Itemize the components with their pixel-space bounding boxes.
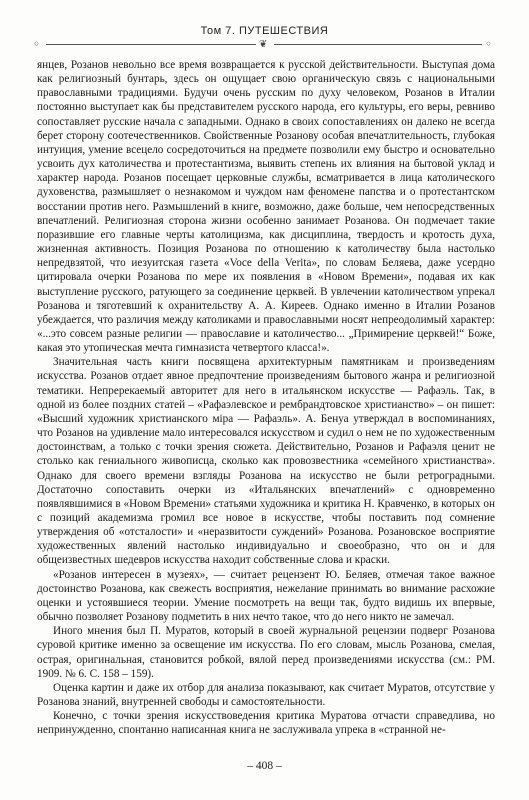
ornament-right-icon: ◦	[485, 37, 493, 51]
running-header	[0, 0, 529, 51]
header-rule-right	[274, 44, 482, 45]
paragraph-5: Оценка картин и даже их отбор для анализа показывают, как считает Муратов, отсутствие у Розанова знаний, внутренней свободы и самостоятельности.	[37, 681, 495, 709]
ornament-center-icon: ❦	[259, 39, 268, 50]
ornament-left-icon: ◦	[33, 37, 41, 51]
paragraph-1: янцев, Розанов невольно все время возвращается к русской действительности. Выступая дома как религиозный бунтарь, здесь он ощущает свою органическую связь с национальными православными традициями. Будучи очень русским по духу человеком, Розанов в Италии постоянно выступает как бы представителем русского народа, его культуры, его веры, ревниво сопоставляет русские начала с западными. Однако в своих сопоставлениях он далеко не всегда берет сторону соотечественников. Свойственные Розанову особая впечатлительность, глубокая интуиция, умение всецело сосредоточиться на предмете позволили ему быстро и основательно усвоить дух католичества и протестантизма, выявить степень их влияния на бытовой уклад и характер народа. Розанов посещает церковные службы, всматривается в лица католического духовенства, размышляет о незнакомом и чуждом нам феномене папства и о протестантском восстании против него. Размышлений в книге, возможно, даже больше, чем непосредственных впечатлений. Религиозная сторона жизни особенно занимает Розанова. Он подмечает такие поразившие его главные черты католицизма, как дисциплина, твердость и кротость духа, жизненная активность. Позиция Розанова по отношению к католичеству была настолько непредвзятой, что иезуитская газета «Voce della Verita», по словам Беляева, даже усердно цитировала очерки Розанова по мере их появления в «Новом Времени», подавая их как выступление русского, ратующего за соединение церквей. В увлечении католичеством упрекал Розанова и тяготевший к охранительству А. А. Киреев. Однако именно в Италии Розанов убеждается, что различия между католиками и православными носят непреодолимый характер: «...это совсем разные религии — православие и католичество... „Примирение церквей!“ Боже, какая это утопическая мечта гимназиста четвертого класса!».	[37, 59, 495, 355]
page-number: – 408 –	[247, 760, 282, 772]
paragraph-4: Иного мнения был П. Муратов, который в своей журнальной рецензии подверг Розанова суровой критике именно за освещение им искусства. По его словам, мысль Розанова, смелая, острая, оригинальная, становится робкой, вялой перед произведениями искусства (см.: РМ. 1909. № 6. С. 158 – 159).	[37, 625, 495, 680]
body-text	[37, 58, 495, 738]
header-rule-left	[46, 44, 256, 45]
paragraph-2: Значительная часть книги посвящена архитектурным памятникам и произведениям искусства. Розанов отдает явное предпочтение произведениям бытового жанра и религиозной тематики. Непререкаемый авторитет для него в итальянском искусстве — Рафаэль. Так, в одной из более поздних статей – «Рафаэлевское и рембрандтовское христианство» – он пишет: «Высший художник христианского міра — Рафаэль». А. Бенуа утверждал в воспоминаниях, что Розанов на удивление мало интересовался искусством и судил о нем не по художественным достоинствам, а только с точки зрения сюжета. Действительно, Розанов и Рафаэля ценит не столько как гениального живописца, сколько как провозвестника «семейного христианства». Однако для своего времени взгляды Розанова на искусство не были ретроградными. Достаточно сопоставить очерки из «Итальянских впечатлений» с одновременно появлявшимися в «Новом Времени» статьями художника и критика Н. Кравченко, в которых он с позиций академизма громил все новое в искусстве, чтобы поставить под сомнение утверждения об «отсталости» и «неразвитости суждений» Розанова. Розановское восприятие художественных явлений настолько индивидуально и своеобразно, что он и для общеизвестных шедевров искусства находит собственные слова и краски.	[37, 356, 495, 567]
paragraph-6: Конечно, с точки зрения искусствоведения критика Муратова отчасти справедлива, но непринужденно, спонтанно написанная книга не заслуживала упрека в «странной не-	[37, 710, 495, 737]
paragraph-3: «Розанов интересен в музеях», — считает рецензент Ю. Беляев, отмечая такое важное достоинство Розанова, как свежесть восприятия, нежелание принимать во внимание расхожие оценки и устоявшиеся теории. Умение посмотреть на вещи так, будто видишь их впервые, обычно позволяет Розанову подметить в них нечто такое, что до него никто не замечал.	[37, 568, 495, 624]
running-header-title: Том 7. ПУТЕШЕСТВИЯ	[200, 25, 329, 37]
